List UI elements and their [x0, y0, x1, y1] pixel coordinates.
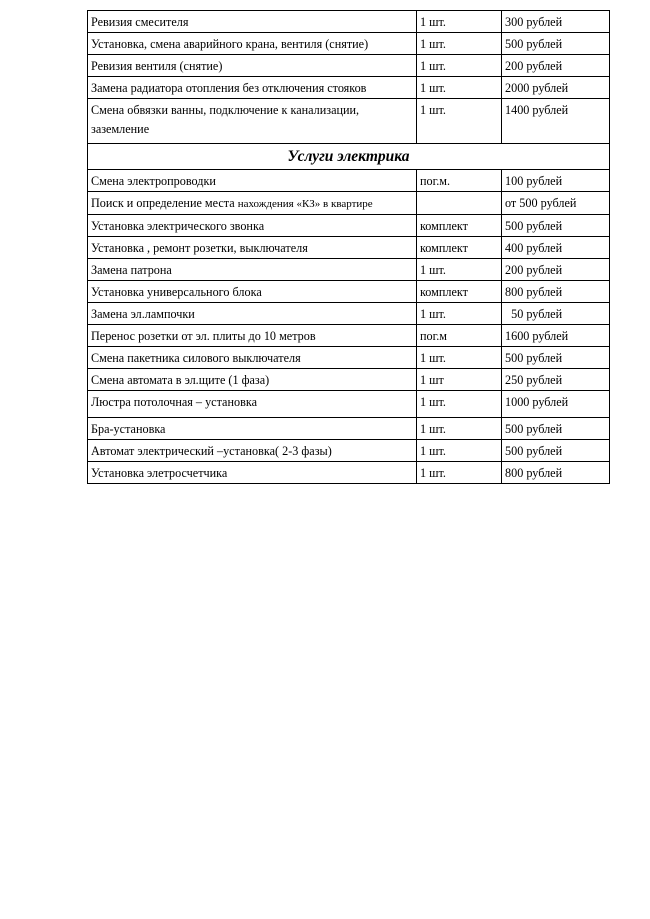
- service-unit: 1 шт: [417, 369, 502, 391]
- service-unit: пог.м.: [417, 170, 502, 192]
- service-name-small: нахождения «КЗ» в квартире: [237, 198, 373, 210]
- table-row: [88, 99, 610, 144]
- service-name: Смена пакетника силового выключателя: [88, 347, 417, 369]
- service-unit: 1 шт.: [417, 391, 502, 418]
- table-row: [88, 418, 610, 440]
- price-table: [87, 10, 610, 484]
- service-name: [88, 192, 417, 215]
- service-name: Установка, смена аварийного крана, вентиля (снятие): [88, 33, 417, 55]
- service-price: 800 рублей: [502, 281, 610, 303]
- service-price: 500 рублей: [502, 215, 610, 237]
- service-name: Установка , ремонт розетки, выключателя: [88, 237, 417, 259]
- service-unit: 1 шт.: [417, 259, 502, 281]
- service-name-line2: заземление: [91, 122, 150, 136]
- service-price: 300 рублей: [502, 11, 610, 33]
- service-name: Замена радиатора отопления без отключения стояков: [88, 77, 417, 99]
- service-price: 2000 рублей: [502, 77, 610, 99]
- service-price: 500 рублей: [502, 33, 610, 55]
- service-price: 1600 рублей: [502, 325, 610, 347]
- table-row: [88, 325, 610, 347]
- service-price: 200 рублей: [502, 259, 610, 281]
- table-row: [88, 192, 610, 215]
- service-unit: 1 шт.: [417, 418, 502, 440]
- table-row: [88, 237, 610, 259]
- service-unit: 1 шт.: [417, 347, 502, 369]
- table-row: [88, 33, 610, 55]
- table-row: [88, 303, 610, 325]
- service-name: Люстра потолочная – установка: [88, 391, 417, 418]
- service-unit: пог.м: [417, 325, 502, 347]
- service-name: Ревизия смесителя: [88, 11, 417, 33]
- service-name: Перенос розетки от эл. плиты до 10 метров: [88, 325, 417, 347]
- service-price: от 500 рублей: [502, 192, 610, 215]
- service-unit: 1 шт.: [417, 11, 502, 33]
- service-price: 50 рублей: [502, 303, 610, 325]
- service-name: Автомат электрический –установка( 2-3 фазы): [88, 440, 417, 462]
- service-price: 100 рублей: [502, 170, 610, 192]
- table-row: [88, 281, 610, 303]
- table-row: [88, 77, 610, 99]
- service-name: Смена электропроводки: [88, 170, 417, 192]
- table-row: [88, 391, 610, 418]
- service-name: Установка элетросчетчика: [88, 462, 417, 484]
- section-header-row: [88, 144, 610, 170]
- section-title: Услуги электрика: [88, 144, 610, 170]
- table-row: [88, 440, 610, 462]
- service-name: Бра-установка: [88, 418, 417, 440]
- service-unit: комплект: [417, 237, 502, 259]
- service-unit: 1 шт.: [417, 462, 502, 484]
- service-price: 500 рублей: [502, 347, 610, 369]
- service-price: 1000 рублей: [502, 391, 610, 418]
- table-row: [88, 259, 610, 281]
- service-name-main: Поиск и определение места: [91, 196, 238, 210]
- table-row: [88, 11, 610, 33]
- service-name: Замена эл.лампочки: [88, 303, 417, 325]
- service-unit: 1 шт.: [417, 440, 502, 462]
- service-name: Замена патрона: [88, 259, 417, 281]
- service-price: 500 рублей: [502, 440, 610, 462]
- table-row: [88, 462, 610, 484]
- service-price: 1400 рублей: [502, 99, 610, 144]
- service-name: Смена автомата в эл.щите (1 фаза): [88, 369, 417, 391]
- service-price: 250 рублей: [502, 369, 610, 391]
- service-unit: 1 шт.: [417, 33, 502, 55]
- table-row: [88, 170, 610, 192]
- service-name: [88, 99, 417, 144]
- service-name-line1: Смена обвязки ванны, подключение к канализации,: [91, 103, 360, 117]
- service-price: 200 рублей: [502, 55, 610, 77]
- service-name: Установка электрического звонка: [88, 215, 417, 237]
- service-unit: 1 шт.: [417, 55, 502, 77]
- service-unit: 1 шт.: [417, 99, 502, 144]
- service-unit: комплект: [417, 215, 502, 237]
- service-unit: [417, 192, 502, 215]
- service-unit: 1 шт.: [417, 303, 502, 325]
- service-name: Установка универсального блока: [88, 281, 417, 303]
- table-row: [88, 215, 610, 237]
- service-unit: 1 шт.: [417, 77, 502, 99]
- service-price: 800 рублей: [502, 462, 610, 484]
- service-price: 500 рублей: [502, 418, 610, 440]
- service-name: Ревизия вентиля (снятие): [88, 55, 417, 77]
- table-row: [88, 369, 610, 391]
- service-unit: комплект: [417, 281, 502, 303]
- table-row: [88, 55, 610, 77]
- table-row: [88, 347, 610, 369]
- service-price: 400 рублей: [502, 237, 610, 259]
